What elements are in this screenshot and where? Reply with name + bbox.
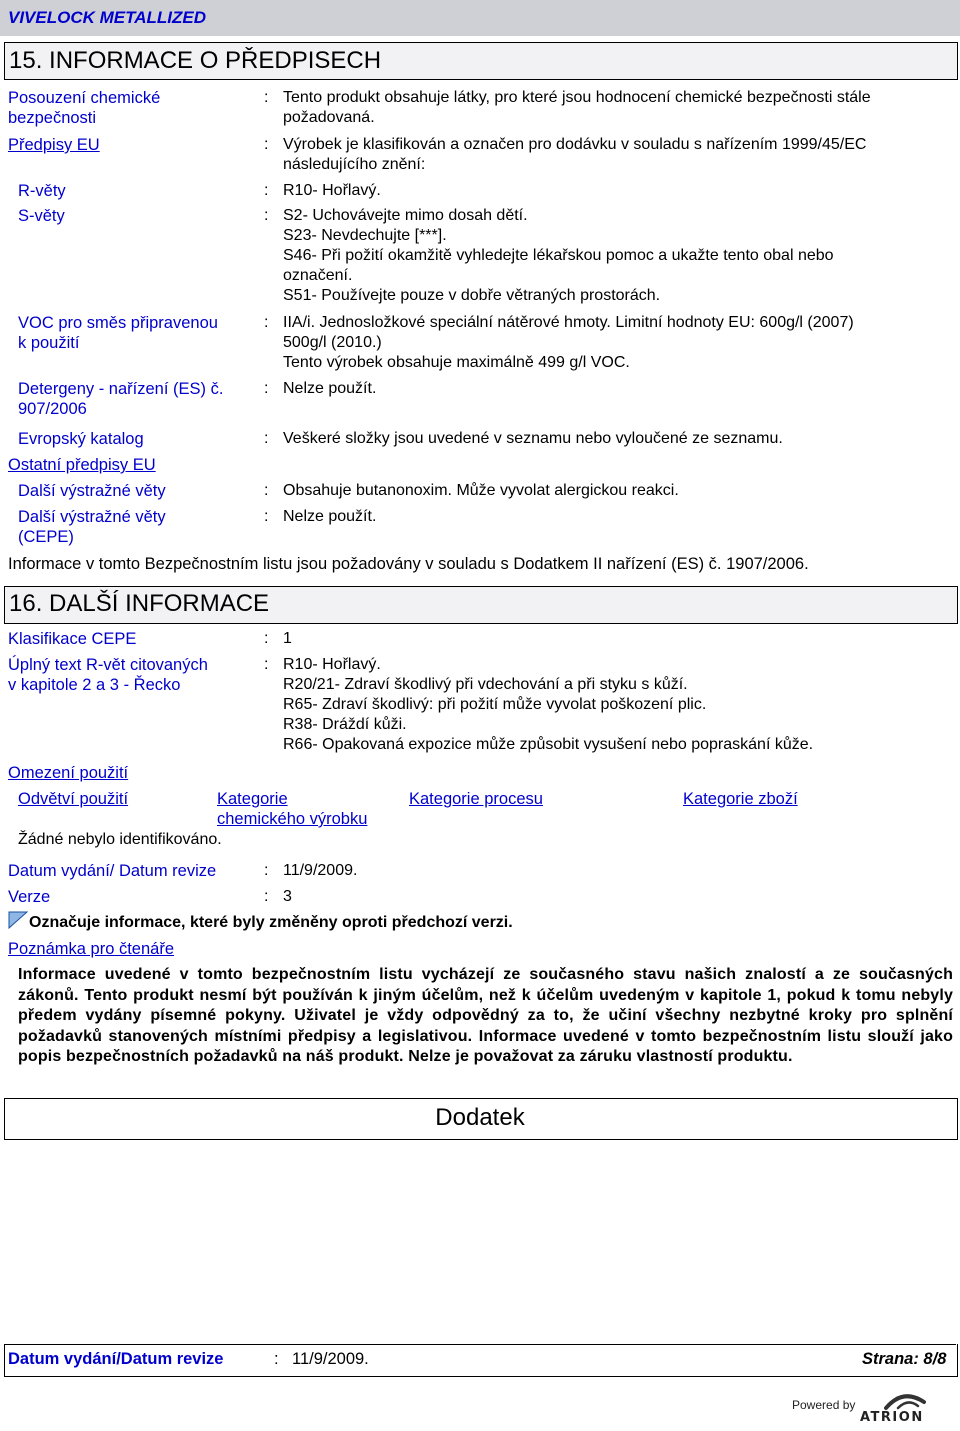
column-process-category: Kategorie procesu [409, 790, 543, 808]
label-r-phrases: R-věty [18, 182, 66, 200]
section-15-footnote: Informace v tomto Bezpečnostním listu jsou požadovány v souladu s Dodatkem II nařízení (ES) č. 1907/2006. [8, 555, 809, 573]
value-voc: IIA/i. Jednosložkové speciální nátěrové hmoty. Limitní hodnoty EU: 600g/l (2007) 500g/l (2010.) Tento výrobek obsahuje maximálně 499 g/l VOC. [283, 314, 854, 371]
footer-issue-label: Datum vydání/Datum revize [8, 1350, 224, 1368]
reader-note-text: Informace uvedené v tomto bezpečnostním listu vycházejí ze současného stavu našich znalostí a ze současných zákonů. Tento produkt nesmí být používán k jiným účelům, než k účelům uvedeným v kapitole 1, pokud k tomu nebyly předem vydány písemné pokyny. Uživatel je vždy odpovědný za to, že učiní všechny nezbytné kroky pro splnění požadavků stanovených místními předpisy a legislativou. Informace uvedené v tomto bezpečnostním listu slouží jako popis bezpečnostních požadavků na náš produkt. Nelze je považovat za záruku vlastností produktu. [18, 966, 953, 1066]
atrion-logo [858, 1386, 948, 1426]
label-cepe-classification: Klasifikace CEPE [8, 630, 137, 648]
colon: : [264, 314, 269, 331]
colon: : [264, 182, 269, 199]
colon: : [264, 508, 269, 525]
label-detergents: Detergeny - nařízení (ES) č. 907/2006 [18, 380, 224, 418]
label-chemical-safety-assessment: Posouzení chemické bezpečnosti [8, 89, 161, 127]
colon: : [264, 630, 269, 647]
colon: : [264, 482, 269, 499]
change-marker-icon [8, 911, 28, 929]
label-other-eu-regulations: Ostatní předpisy EU [8, 456, 156, 474]
value-chemical-safety-assessment: Tento produkt obsahuje látky, pro které jsou hodnocení chemické bezpečnosti stále požadovaná. [283, 89, 871, 126]
change-marker-text: Označuje informace, které byly změněny oproti předchozí verzi. [29, 914, 513, 931]
label-version: Verze [8, 888, 51, 906]
powered-by-text: Powered by [792, 1398, 856, 1412]
column-product-category: Kategorie chemického výrobku [217, 790, 368, 828]
footer-colon: : [274, 1350, 279, 1368]
value-additional-warnings-cepe: Nelze použít. [283, 508, 377, 525]
value-version: 3 [283, 888, 292, 905]
label-voc: VOC pro směs připravenou k použití [18, 314, 218, 352]
colon: : [264, 136, 269, 153]
colon: : [264, 862, 269, 879]
value-european-inventory: Veškeré složky jsou uvedené v seznamu nebo vyloučené ze seznamu. [283, 430, 783, 447]
heading-restrictions-of-use: Omezení použití [8, 764, 129, 782]
value-cepe-classification: 1 [283, 630, 292, 647]
label-european-inventory: Evropský katalog [18, 430, 144, 448]
label-issue-date: Datum vydání/ Datum revize [8, 862, 217, 880]
value-eu-regulations: Výrobek je klasifikován a označen pro dodávku v souladu s nařízením 1999/45/EC následujícího znění: [283, 136, 867, 173]
colon: : [264, 430, 269, 447]
footer-rule [4, 1344, 956, 1345]
label-s-phrases: S-věty [18, 207, 65, 225]
value-s-phrases: S2- Uchovávejte mimo dosah dětí. S23- Nevdechujte [***]. S46- Při požití okamžitě vyhledejte lékařskou pomoc a ukažte tento obal nebo označení. S51- Používejte pouze v dobře větraných prostorách. [283, 207, 834, 304]
label-eu-regulations: Předpisy EU [8, 136, 100, 154]
label-additional-warnings: Další výstražné věty [18, 482, 166, 500]
atrion-logo-text: ATRION [860, 1410, 924, 1425]
section-15-title: 15. INFORMACE O PŘEDPISECH [9, 47, 382, 74]
column-sector-of-use: Odvětví použití [18, 790, 129, 808]
colon: : [264, 888, 269, 905]
column-goods-category: Kategorie zboží [683, 790, 798, 808]
value-r-phrases: R10- Hořlavý. [283, 182, 381, 199]
value-issue-date: 11/9/2009. [283, 862, 358, 879]
label-additional-warnings-cepe: Další výstražné věty (CEPE) [18, 508, 166, 546]
label-r-phrases-full-text: Úplný text R-vět citovaných v kapitole 2 a 3 - Řecko [8, 656, 208, 694]
colon: : [264, 207, 269, 224]
section-16-title: 16. DALŠÍ INFORMACE [9, 590, 270, 617]
product-name: VIVELOCK METALLIZED [8, 8, 207, 27]
colon: : [264, 380, 269, 397]
colon: : [264, 89, 269, 106]
heading-reader-note: Poznámka pro čtenáře [8, 940, 175, 958]
value-r-phrases-full-text: R10- Hořlavý. R20/21- Zdraví škodlivý při vdechování a při styku s kůží. R65- Zdraví škodlivý: při požití může vyvolat poškození plic. R38- Dráždí kůži. R66- Opakovaná expozice může způsobit vysušení nebo popraskání kůže. [283, 656, 814, 753]
value-detergents: Nelze použít. [283, 380, 377, 397]
colon: : [264, 656, 269, 673]
none-identified-text: Žádné nebylo identifikováno. [18, 831, 222, 848]
appendix-title: Dodatek [435, 1104, 525, 1131]
footer-issue-date: 11/9/2009. [292, 1350, 369, 1368]
footer-page-number: Strana: 8/8 [862, 1350, 947, 1368]
value-additional-warnings: Obsahuje butanonoxim. Může vyvolat alergickou reakci. [283, 482, 679, 499]
